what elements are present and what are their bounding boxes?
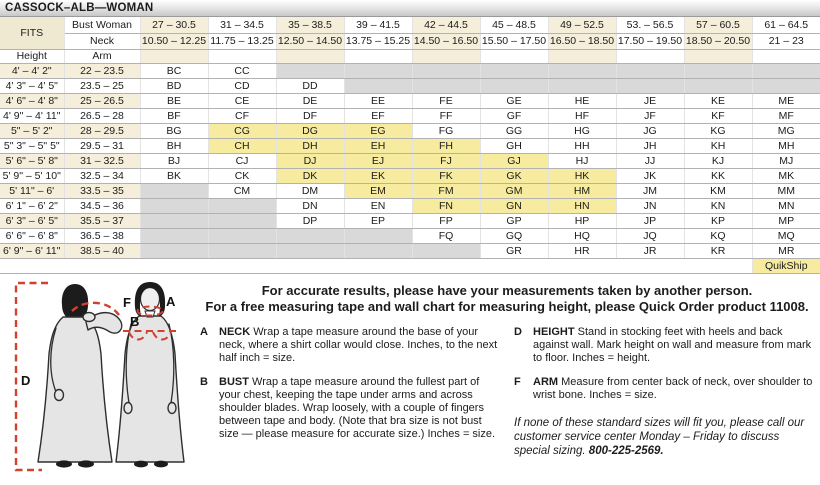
bust-range: 35 – 38.5 [276,17,344,33]
instruction-text: Stand in stocking feet with heels and back against wall. Mark height on wall and measure from mark to floor. Inches = height. [533,326,812,364]
size-cell-unavailable [684,63,752,78]
neck-range: 12.50 – 14.50 [277,35,343,47]
size-cell: JN [616,198,684,213]
measuring-info-section [0,276,820,482]
chart-title: CASSOCK–ALB—WOMAN [0,0,820,17]
size-cell: DN [276,198,344,213]
size-cell: DP [276,213,344,228]
size-cell: CM [208,183,276,198]
fits-label: FITS [0,17,64,49]
size-cell: FK [412,168,480,183]
size-cell: KG [684,123,752,138]
size-cell: KM [684,183,752,198]
quikship-row [0,258,820,273]
arm-value: 31 – 32.5 [64,153,140,168]
front-figure-hand [168,403,176,414]
arm-value: 29.5 – 31 [64,138,140,153]
front-figure-robe [116,316,184,462]
size-cell-unavailable [412,63,480,78]
size-cell: MH [752,138,820,153]
size-cell: JR [616,243,684,258]
size-cell-unavailable [344,243,412,258]
instruction-term: NECK [219,326,251,338]
height-arm-header-row [0,49,820,63]
height-label: Height [0,49,64,63]
size-cell: EJ [344,153,412,168]
table-row [0,168,820,183]
size-cell-unavailable [140,198,208,213]
size-cell: EF [344,108,412,123]
bust-range: 45 – 48.5 [480,17,548,33]
size-cell: KF [684,108,752,123]
size-cell: JE [616,93,684,108]
size-cell: JJ [616,153,684,168]
phone-number: 800-225-2569. [588,445,664,457]
table-row [0,243,820,258]
table-row [0,213,820,228]
measurement-diagram [2,278,198,480]
size-cell-unavailable [480,63,548,78]
size-cell: HF [548,108,616,123]
size-cell: BC [140,63,208,78]
size-cell: JP [616,213,684,228]
instruction-letter: D [514,326,522,338]
size-cell: HN [548,198,616,213]
size-cell: HE [548,93,616,108]
size-cell: MQ [752,228,820,243]
instruction-letter: F [514,376,521,388]
size-cell: MF [752,108,820,123]
size-cell: GK [480,168,548,183]
size-cell: JF [616,108,684,123]
size-cell: FP [412,213,480,228]
size-cell-unavailable [208,198,276,213]
size-cell-unavailable [344,63,412,78]
size-cell: EM [344,183,412,198]
instruction-text: Wrap a tape measure around the base of your neck, where a shirt collar would close. Inches, to the next half inch = size. [219,326,498,364]
size-cell-unavailable [208,213,276,228]
front-figure-foot [134,461,148,468]
table-row [0,228,820,243]
arm-value: 26.5 – 28 [64,108,140,123]
size-cell: FN [412,198,480,213]
size-cell: KQ [684,228,752,243]
height-value: 4' – 4' 2" [0,63,64,78]
table-row [0,138,820,153]
size-cell: EH [344,138,412,153]
arm-value: 38.5 – 40 [64,243,140,258]
size-cell: DF [276,108,344,123]
special-sizing-note [514,416,806,458]
size-cell: KE [684,93,752,108]
size-cell: EK [344,168,412,183]
size-cell: BK [140,168,208,183]
instruction-term: BUST [219,376,249,388]
neck-header-row [0,33,820,49]
neck-range: 14.50 – 16.50 [413,35,479,47]
arm-value: 28 – 29.5 [64,123,140,138]
bust-range: 39 – 41.5 [344,17,412,33]
empty-header-cell [208,49,276,63]
size-cell: HQ [548,228,616,243]
size-cell: GF [480,108,548,123]
neck-range: 11.75 – 13.25 [208,33,276,49]
back-figure-raised-hand [83,313,95,322]
empty-header-cell [140,49,208,63]
size-cell-unavailable [412,243,480,258]
instructions-columns [200,326,816,458]
size-cell-unavailable [752,78,820,93]
height-value: 5' 6" – 5' 8" [0,153,64,168]
size-cell: CF [208,108,276,123]
size-cell-unavailable [684,78,752,93]
size-cell: KJ [684,153,752,168]
size-cell: DH [276,138,344,153]
size-cell: GJ [480,153,548,168]
empty-header-cell [344,49,412,63]
size-cell: BD [140,78,208,93]
label-height: D [21,373,31,388]
instruction-bust [200,376,502,441]
label-bust: B [130,314,140,329]
size-cell: KR [684,243,752,258]
instruction-neck [200,326,502,365]
size-cell: DE [276,93,344,108]
instruction-letter: A [200,326,208,338]
back-figure-foot [56,460,72,467]
front-figure-foot [154,461,168,468]
neck-label: Neck [64,33,140,49]
instruction-letter: B [200,376,208,388]
size-cell: HH [548,138,616,153]
size-cell: HG [548,123,616,138]
size-cell: KP [684,213,752,228]
size-cell: FM [412,183,480,198]
size-cell-unavailable [276,63,344,78]
arm-label: Arm [64,49,140,63]
size-cell: BG [140,123,208,138]
size-cell: CJ [208,153,276,168]
size-cell: BJ [140,153,208,168]
intro-line-1: For accurate results, please have your measurements taken by another person. [261,283,753,298]
size-cell-unavailable [616,63,684,78]
size-cell-unavailable [276,243,344,258]
size-cell-unavailable [616,78,684,93]
empty-header-cell [684,49,752,63]
height-value: 4' 9" – 4' 11" [0,108,64,123]
size-cell: HM [548,183,616,198]
size-cell: JH [616,138,684,153]
instruction-text: Measure from center back of neck, over shoulder to wrist bone. Inches = size. [533,376,813,401]
arm-value: 22 – 23.5 [64,63,140,78]
empty-header-cell [480,49,548,63]
size-cell: BH [140,138,208,153]
size-cell: FF [412,108,480,123]
bust-woman-label: Bust Woman [64,17,140,33]
empty-header-cell [616,49,684,63]
instruction-height [514,326,816,365]
size-cell: JK [616,168,684,183]
size-cell: MR [752,243,820,258]
quikship-spacer [0,258,752,273]
height-value: 4' 3" – 4' 5" [0,78,64,93]
size-cell: DJ [276,153,344,168]
size-cell-unavailable [344,78,412,93]
size-cell: GN [480,198,548,213]
instruction-arm [514,376,816,402]
empty-header-cell [412,49,480,63]
size-cell: EE [344,93,412,108]
height-value: 5' 11" – 6' [0,183,64,198]
bust-range: 27 – 30.5 [140,17,208,33]
bust-header-row [0,17,820,33]
size-cell: BE [140,93,208,108]
arm-value: 33.5 – 35 [64,183,140,198]
size-cell: KN [684,198,752,213]
size-cell: GG [480,123,548,138]
bust-range: 31 – 34.5 [208,17,276,33]
size-cell: KK [684,168,752,183]
size-cell: GE [480,93,548,108]
size-cell-unavailable [140,183,208,198]
note-text: If none of these standard sizes will fit you, please call our customer service center Monday – Friday to discuss special sizing. [514,417,805,457]
neck-range: 21 – 23 [752,33,820,49]
size-cell: ME [752,93,820,108]
height-value: 6' 1" – 6' 2" [0,198,64,213]
size-cell: JG [616,123,684,138]
height-value: 6' 6" – 6' 8" [0,228,64,243]
size-cell: JQ [616,228,684,243]
front-figure-hand [124,403,132,414]
size-cell: DD [276,78,344,93]
height-value: 4' 6" – 4' 8" [0,93,64,108]
empty-header-cell [752,49,820,63]
arm-value: 35.5 – 37 [64,213,140,228]
table-row [0,108,820,123]
bust-range: 42 – 44.5 [412,17,480,33]
table-row [0,63,820,78]
size-cell-unavailable [276,228,344,243]
table-row [0,123,820,138]
neck-range: 18.50 – 20.50 [685,35,751,47]
size-cell: EP [344,213,412,228]
neck-range: 15.50 – 17.50 [481,35,547,47]
intro-line-2: For a free measuring tape and wall chart for measuring height, please Quick Order product 11008. [205,299,809,314]
size-cell: CE [208,93,276,108]
size-cell: CK [208,168,276,183]
size-cell: MJ [752,153,820,168]
size-cell-unavailable [480,78,548,93]
size-cell: HK [548,168,616,183]
table-row [0,198,820,213]
size-cell: MK [752,168,820,183]
bust-range: 53. – 56.5 [616,17,684,33]
height-value: 6' 3" – 6' 5" [0,213,64,228]
size-cell-unavailable [140,228,208,243]
height-value: 5" 3" – 5" 5" [0,138,64,153]
size-cell: FQ [412,228,480,243]
instructions-right-column [514,326,816,458]
size-cell-unavailable [208,243,276,258]
size-cell: EN [344,198,412,213]
instruction-text: Wrap a tape measure around the fullest part of your chest, keeping the tape under arms and across shoulder blades. Wrap loosely, with a couple of fingers between tape and body. (Note that bra size is not bust size — please measure for accurate size.) Inches = size. [219,376,496,440]
arm-value: 23.5 – 25 [64,78,140,93]
size-cell: CD [208,78,276,93]
table-row [0,183,820,198]
size-cell: GM [480,183,548,198]
size-cell-unavailable [140,213,208,228]
height-value: 6' 9" – 6' 11" [0,243,64,258]
neck-range: 17.50 – 19.50 [617,35,683,47]
instruction-term: ARM [533,376,559,388]
size-table-body [0,63,820,273]
neck-range: 10.50 – 12.25 [141,35,207,47]
bust-range: 61 – 64.5 [752,17,820,33]
size-cell: FE [412,93,480,108]
instructions-left-column [200,326,502,458]
bust-range: 57 – 60.5 [684,17,752,33]
size-cell-unavailable [548,63,616,78]
size-cell-unavailable [548,78,616,93]
size-cell: BF [140,108,208,123]
table-row [0,78,820,93]
bust-range: 49 – 52.5 [548,17,616,33]
size-cell: HP [548,213,616,228]
quikship-badge: QuikShip [752,258,820,273]
height-value: 5' 9" – 5' 10" [0,168,64,183]
label-neck: A [166,294,176,309]
size-cell: DM [276,183,344,198]
back-figure-robe [38,317,112,462]
size-cell: CH [208,138,276,153]
intro-text [198,283,816,315]
size-cell: MN [752,198,820,213]
arm-value: 36.5 – 38 [64,228,140,243]
size-cell: EG [344,123,412,138]
instruction-term: HEIGHT [533,326,575,338]
size-cell: MP [752,213,820,228]
size-cell-unavailable [752,63,820,78]
size-cell: GR [480,243,548,258]
size-cell: DG [276,123,344,138]
back-figure-hand [55,390,64,401]
size-cell: GH [480,138,548,153]
neck-range: 13.75 – 15.25 [345,35,411,47]
table-row [0,153,820,168]
table-row [0,93,820,108]
arm-value: 25 – 26.5 [64,93,140,108]
size-cell: MM [752,183,820,198]
size-cell: CC [208,63,276,78]
size-cell: DK [276,168,344,183]
size-cell: JM [616,183,684,198]
size-cell-unavailable [412,78,480,93]
size-cell: GP [480,213,548,228]
size-cell: GQ [480,228,548,243]
size-table [0,17,820,274]
size-cell: FG [412,123,480,138]
arm-value: 32.5 – 34 [64,168,140,183]
arm-value: 34.5 – 36 [64,198,140,213]
size-cell: MG [752,123,820,138]
label-arm: F [123,295,131,310]
size-cell: HR [548,243,616,258]
size-cell-unavailable [208,228,276,243]
back-figure-foot [78,460,94,467]
height-value: 5" – 5' 2" [0,123,64,138]
empty-header-cell [548,49,616,63]
size-cell-unavailable [344,228,412,243]
cassock-figures-illustration [2,278,198,480]
neck-range: 16.50 – 18.50 [549,35,615,47]
empty-header-cell [276,49,344,63]
size-cell: FJ [412,153,480,168]
size-cell: HJ [548,153,616,168]
size-cell: KH [684,138,752,153]
size-cell: FH [412,138,480,153]
size-cell-unavailable [140,243,208,258]
size-cell: CG [208,123,276,138]
